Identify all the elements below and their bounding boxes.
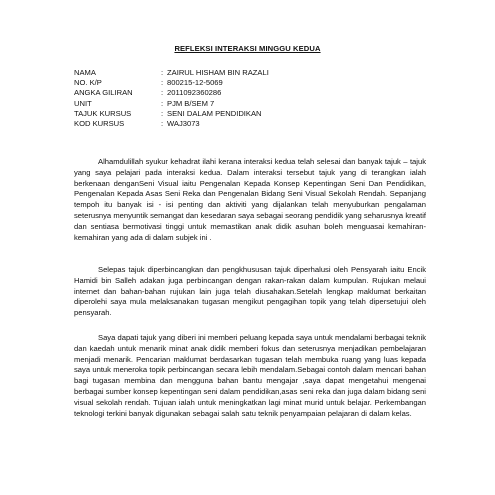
student-info-block [74, 68, 269, 129]
info-value: SENI DALAM PENDIDIKAN [167, 108, 262, 118]
paragraph-2 [74, 265, 426, 319]
info-label: KOD KURSUS [74, 119, 125, 129]
info-row-kod-kursus [74, 119, 269, 129]
info-label: ANGKA GILIRAN [74, 88, 133, 98]
info-colon: : [161, 88, 164, 98]
info-row-unit [74, 99, 269, 109]
info-colon: : [161, 78, 164, 88]
info-value: ZAIRUL HISHAM BIN RAZALI [167, 68, 269, 77]
info-colon: : [161, 108, 164, 118]
info-colon: : [161, 68, 164, 77]
info-value: 2011092360286 [167, 88, 222, 98]
paragraph-3 [74, 333, 426, 419]
info-colon: : [161, 98, 164, 108]
paragraph-text: Selepas tajuk diperbincangkan dan pengkhususan tajuk diperhalusi oleh Pensyarah iaitu Encik Hamidi bin Salleh adakan juga perbincangan dengan rakan-rakan dalam kumpulan. Rujukan melaui internet dan bahan-bahan rujukan lain juga telah diusahakan.Setelah lengkap maklumat berkaitan diperolehi saya mula melaksanakan tugasan mengikut pengagihan topik yang telah dipersetujui oleh pensyarah. [74, 265, 426, 318]
info-label: TAJUK KURSUS [74, 108, 132, 118]
paragraph-1 [74, 157, 426, 243]
info-value: PJM B/SEM 7 [167, 98, 215, 108]
info-row-nama [74, 68, 269, 78]
paragraph-text: Alhamdulillah syukur kehadrat ilahi kerana interaksi kedua telah selesai dan banyak tajuk – tajuk yang saya pelajari pada interaksi kedua. Dalam interaksi tersebut tajuk yang di terangkan ialah berkenaan denganSeni Visual iaitu Pengenalan Kepada Konsep Kepentingan Seni Dan Pendidikan, Pengenalan Kepada Asas Seni Reka dan Pengenalan Bidang Seni Visual Sekolah Rendah. Sepanjang tempoh itu banyak isi - isi penting dan aktiviti yang dijalankan telah menyuburkan pengalaman seterusnya menyuntik semangat dan kesedaran saya sebagai seorang pendidik yang seharusnya kreatif dan sentiasa bermotivasi tinggi untuk memastikan anak didik asuhan boleh menguasai kemahiran-kemahiran yang ada di dalam subjek ini . [74, 157, 426, 242]
info-colon: : [161, 119, 164, 129]
info-label: NO. K/P [74, 78, 102, 88]
document-title: REFLEKSI INTERAKSI MINGGU KEDUA [174, 44, 321, 53]
info-label: UNIT [74, 98, 92, 108]
info-row-no-kp [74, 78, 269, 88]
info-row-angka-giliran [74, 88, 269, 98]
info-label: NAMA [74, 68, 96, 77]
info-value: 800215-12-5069 [167, 78, 223, 88]
info-row-tajuk-kursus [74, 109, 269, 119]
info-value: WAJ3073 [167, 119, 200, 129]
paragraph-text: Saya dapati tajuk yang diberi ini memberi peluang kepada saya untuk mendalami berbagai teknik dan kaedah untuk menarik minat anak didik memberi fokus dan seterusnya menjadikan pembelajaran menjadi menarik. Pencarian maklumat berdasarkan tugasan telah membuka ruang yang luas kepada saya untuk meneroka topik perbincangan secara lebih mendalam.Sebagai contoh dalam mencari bahan bagi tugasan membina dan mengguna bahan bantu mengajar ,saya dapat mengetahui mengenai berbagai sumber konsep kepentingan seni dalam pendidikan,asas seni reka dan juga dalam bidang seni visual sekolah rendah. Tujuan ialah untuk meningkatkan lagi minat murid untuk belajar. Perkembangan teknologi terkini banyak digunakan sebagai salah satu teknik penyampaian pelajaran di dalam kelas. [74, 333, 426, 418]
